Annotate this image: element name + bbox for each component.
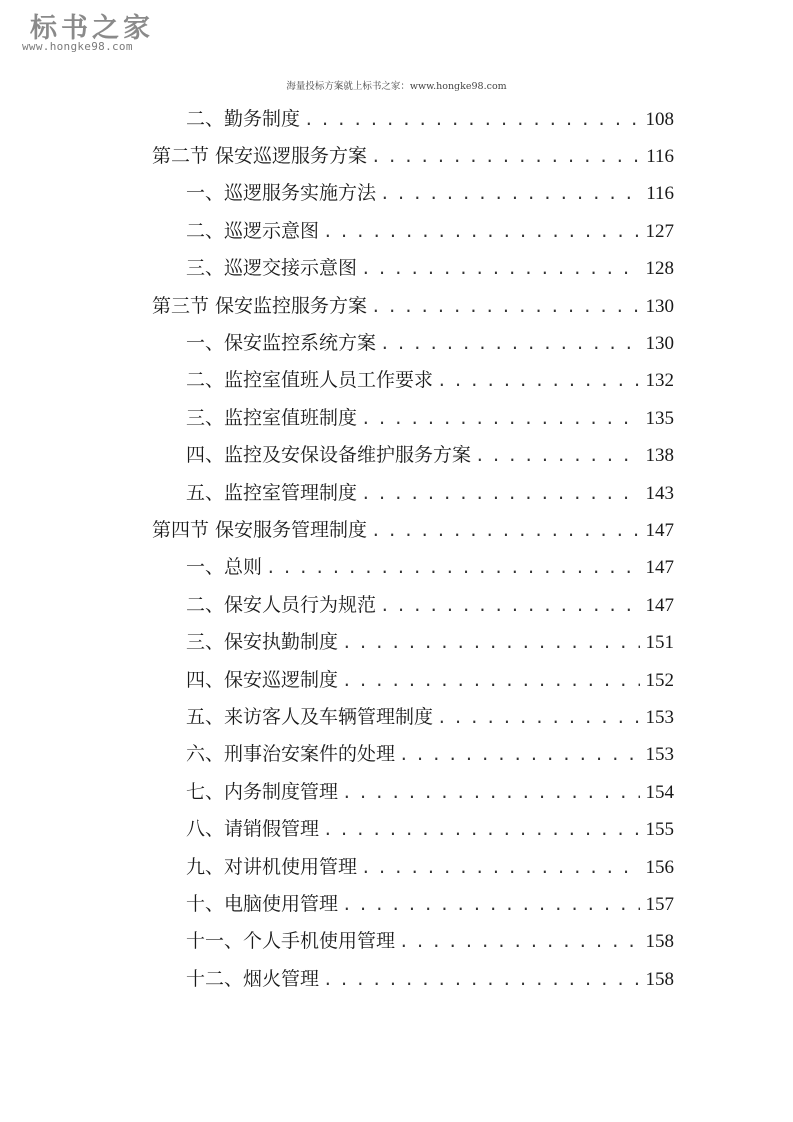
toc-dot-leader	[304, 101, 639, 138]
toc-subsection-entry[interactable]	[186, 175, 674, 212]
toc-page-number: 147	[645, 519, 674, 541]
toc-entry-title: 十、电脑使用管理	[186, 892, 339, 915]
toc-subsection-entry[interactable]	[186, 886, 674, 923]
toc-entry-title: 七、内务制度管理	[186, 780, 339, 803]
header-tagline: 海量投标方案就上标书之家：www.hongke98.com	[286, 81, 507, 92]
toc-page-number: 156	[645, 856, 674, 878]
toc-dot-leader	[342, 624, 639, 661]
toc-dot-leader	[361, 475, 639, 512]
toc-page-number: 138	[645, 445, 674, 467]
toc-entry-title: 一、总则	[186, 556, 263, 579]
toc-dot-leader	[342, 886, 639, 923]
toc-subsection-entry[interactable]	[186, 475, 674, 512]
toc-entry-title: 十一、个人手机使用管理	[186, 930, 396, 953]
toc-subsection-entry[interactable]	[186, 101, 674, 138]
toc-dot-leader	[399, 923, 639, 960]
toc-subsection-entry[interactable]	[186, 811, 674, 848]
toc-dot-leader	[380, 587, 639, 624]
toc-dot-leader	[361, 400, 639, 437]
toc-entry-title: 二、巡逻示意图	[186, 219, 320, 242]
toc-page-number: 143	[645, 482, 674, 504]
toc-dot-leader	[323, 213, 639, 250]
toc-entry-title: 三、巡逻交接示意图	[186, 257, 358, 280]
toc-entry-title: 三、保安执勤制度	[186, 631, 339, 654]
toc-page-number: 152	[645, 669, 674, 691]
toc-subsection-entry[interactable]	[186, 699, 674, 736]
toc-dot-leader	[323, 811, 639, 848]
toc-dot-leader	[371, 512, 639, 549]
toc-subsection-entry[interactable]	[186, 325, 674, 362]
toc-entry-title: 二、保安人员行为规范	[186, 593, 377, 616]
toc-page-number: 155	[645, 819, 674, 841]
toc-dot-leader	[437, 699, 639, 736]
toc-page-number: 158	[645, 931, 674, 953]
toc-subsection-entry[interactable]	[186, 587, 674, 624]
toc-entry-title: 第四节 保安服务管理制度	[152, 518, 368, 541]
toc-subsection-entry[interactable]	[186, 213, 674, 250]
toc-dot-leader	[437, 362, 639, 399]
toc-entry-title: 二、勤务制度	[186, 107, 301, 130]
toc-page-number: 154	[645, 781, 674, 803]
toc-entry-title: 三、监控室值班制度	[186, 406, 358, 429]
toc-entry-title: 一、保安监控系统方案	[186, 331, 377, 354]
toc-subsection-entry[interactable]	[186, 736, 674, 773]
toc-dot-leader	[266, 549, 639, 586]
toc-subsection-entry[interactable]	[186, 662, 674, 699]
toc-entry-title: 十二、烟火管理	[186, 967, 320, 990]
toc-page-number: 157	[645, 893, 674, 915]
toc-page-number: 132	[645, 370, 674, 392]
toc-dot-leader	[371, 288, 639, 325]
toc-subsection-entry[interactable]	[186, 849, 674, 886]
toc-page-number: 153	[645, 744, 674, 766]
toc-subsection-entry[interactable]	[186, 961, 674, 998]
toc-dot-leader	[475, 437, 639, 474]
toc-page-number: 147	[645, 557, 674, 579]
toc-subsection-entry[interactable]	[186, 362, 674, 399]
toc-entry-title: 五、监控室管理制度	[186, 481, 358, 504]
toc-subsection-entry[interactable]	[186, 923, 674, 960]
toc-entry-title: 四、保安巡逻制度	[186, 668, 339, 691]
toc-page-number: 151	[645, 632, 674, 654]
toc-dot-leader	[399, 736, 639, 773]
toc-subsection-entry[interactable]	[186, 549, 674, 586]
toc-page-number: 127	[645, 220, 674, 242]
site-logo	[22, 4, 192, 54]
logo-url: www.hongke98.com	[22, 40, 133, 53]
toc-page-number: 153	[645, 706, 674, 728]
toc-page-number: 116	[646, 145, 674, 167]
toc-entry-title: 九、对讲机使用管理	[186, 855, 358, 878]
toc-page-number: 130	[645, 332, 674, 354]
toc-entry-title: 第二节 保安巡逻服务方案	[152, 144, 368, 167]
toc-page-number: 128	[645, 258, 674, 280]
toc-subsection-entry[interactable]	[186, 400, 674, 437]
toc-entry-title: 四、监控及安保设备维护服务方案	[186, 444, 472, 467]
toc-dot-leader	[361, 250, 639, 287]
toc-entry-title: 五、来访客人及车辆管理制度	[186, 705, 434, 728]
toc-subsection-entry[interactable]	[186, 437, 674, 474]
toc-page-number: 130	[645, 295, 674, 317]
toc-section-entry[interactable]	[152, 512, 674, 549]
toc-dot-leader	[371, 138, 640, 175]
toc-entry-title: 第三节 保安监控服务方案	[152, 294, 368, 317]
toc-page-number: 147	[645, 594, 674, 616]
toc-subsection-entry[interactable]	[186, 624, 674, 661]
toc-page-number: 108	[645, 108, 674, 130]
toc-dot-leader	[361, 849, 639, 886]
toc-dot-leader	[323, 961, 639, 998]
toc-page-number: 158	[645, 968, 674, 990]
toc-subsection-entry[interactable]	[186, 774, 674, 811]
toc-section-entry[interactable]	[152, 138, 674, 175]
toc-page-number: 135	[645, 407, 674, 429]
toc-entry-title: 八、请销假管理	[186, 818, 320, 841]
toc-entry-title: 一、巡逻服务实施方法	[186, 182, 377, 205]
toc-entry-title: 二、监控室值班人员工作要求	[186, 369, 434, 392]
toc-dot-leader	[342, 774, 639, 811]
logo-title: 标书之家	[30, 13, 154, 44]
toc-page-number: 116	[646, 183, 674, 205]
toc-dot-leader	[380, 325, 639, 362]
toc-entry-title: 六、刑事治安案件的处理	[186, 743, 396, 766]
toc-dot-leader	[342, 662, 639, 699]
toc-dot-leader	[380, 175, 640, 212]
toc-subsection-entry[interactable]	[186, 250, 674, 287]
toc-section-entry[interactable]	[152, 288, 674, 325]
